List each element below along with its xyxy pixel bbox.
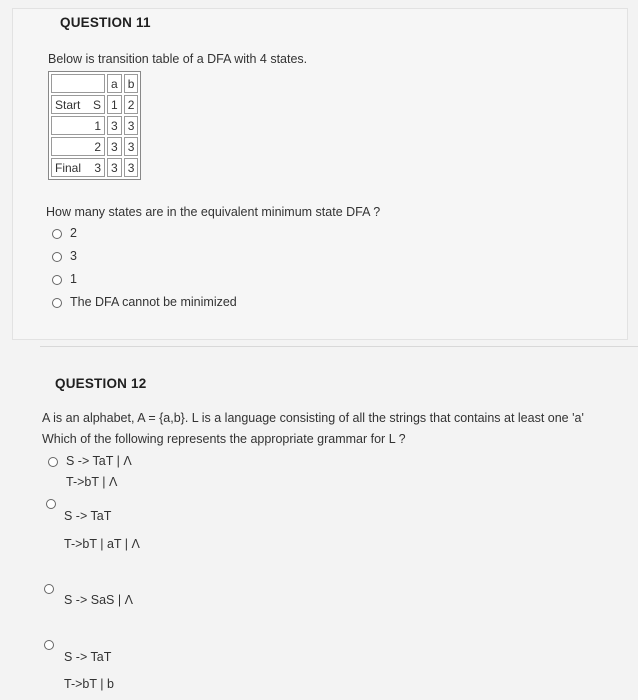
table-row: [51, 116, 138, 135]
question-11-intro: Below is transition table of a DFA with 4 states.: [48, 52, 308, 66]
q11-option-radio-1[interactable]: [52, 252, 62, 262]
table-row-state: 1: [51, 116, 105, 135]
table-header-a: a: [107, 74, 122, 93]
q11-option-radio-0[interactable]: [52, 229, 62, 239]
table-header-corner: [51, 74, 105, 93]
q12-option-0-line1[interactable]: S -> TaT | Λ: [66, 454, 132, 468]
q11-option-label-1[interactable]: 3: [70, 249, 77, 263]
table-cell: 3: [124, 116, 139, 135]
section-divider: [40, 346, 638, 347]
table-header-row: [51, 74, 138, 93]
table-row: [51, 95, 138, 114]
table-row: [51, 158, 138, 177]
table-cell: 2: [124, 95, 139, 114]
table-row-state: 2: [51, 137, 105, 156]
q12-option-0-line2[interactable]: T->bT | Λ: [66, 475, 118, 489]
q12-option-radio-1[interactable]: [46, 499, 56, 509]
q12-option-1-line1[interactable]: S -> TaT: [64, 509, 112, 523]
table-cell: 3: [124, 137, 139, 156]
question-12-line2: Which of the following represents the appropriate grammar for L ?: [42, 432, 406, 446]
question-12-title: QUESTION 12: [55, 376, 147, 391]
q11-option-label-3[interactable]: The DFA cannot be minimized: [70, 295, 237, 309]
q12-option-2-line1[interactable]: S -> SaS | Λ: [64, 593, 133, 607]
transition-table: [48, 71, 141, 180]
table-cell: 3: [124, 158, 139, 177]
table-cell: 1: [107, 95, 122, 114]
q11-option-label-2[interactable]: 1: [70, 272, 77, 286]
q12-option-radio-2[interactable]: [44, 584, 54, 594]
table-cell: 3: [107, 158, 122, 177]
q12-option-radio-0[interactable]: [48, 457, 58, 467]
table-row-state: Final 3: [51, 158, 105, 177]
question-11-title: QUESTION 11: [60, 15, 151, 30]
q11-option-radio-2[interactable]: [52, 275, 62, 285]
table-row-state: Start S: [51, 95, 105, 114]
question-11-prompt: How many states are in the equivalent minimum state DFA ?: [46, 205, 381, 219]
q12-option-radio-3[interactable]: [44, 640, 54, 650]
question-12-line1: A is an alphabet, A = {a,b}. L is a language consisting of all the strings that contains at least one 'a': [42, 411, 584, 425]
table-cell: 3: [107, 137, 122, 156]
q12-option-3-line2[interactable]: T->bT | b: [64, 677, 114, 691]
q11-option-label-0[interactable]: 2: [70, 226, 77, 240]
q11-option-radio-3[interactable]: [52, 298, 62, 308]
table-row: [51, 137, 138, 156]
q12-option-1-line2[interactable]: T->bT | aT | Λ: [64, 537, 140, 551]
q12-option-3-line1[interactable]: S -> TaT: [64, 650, 112, 664]
table-header-b: b: [124, 74, 139, 93]
table-cell: 3: [107, 116, 122, 135]
